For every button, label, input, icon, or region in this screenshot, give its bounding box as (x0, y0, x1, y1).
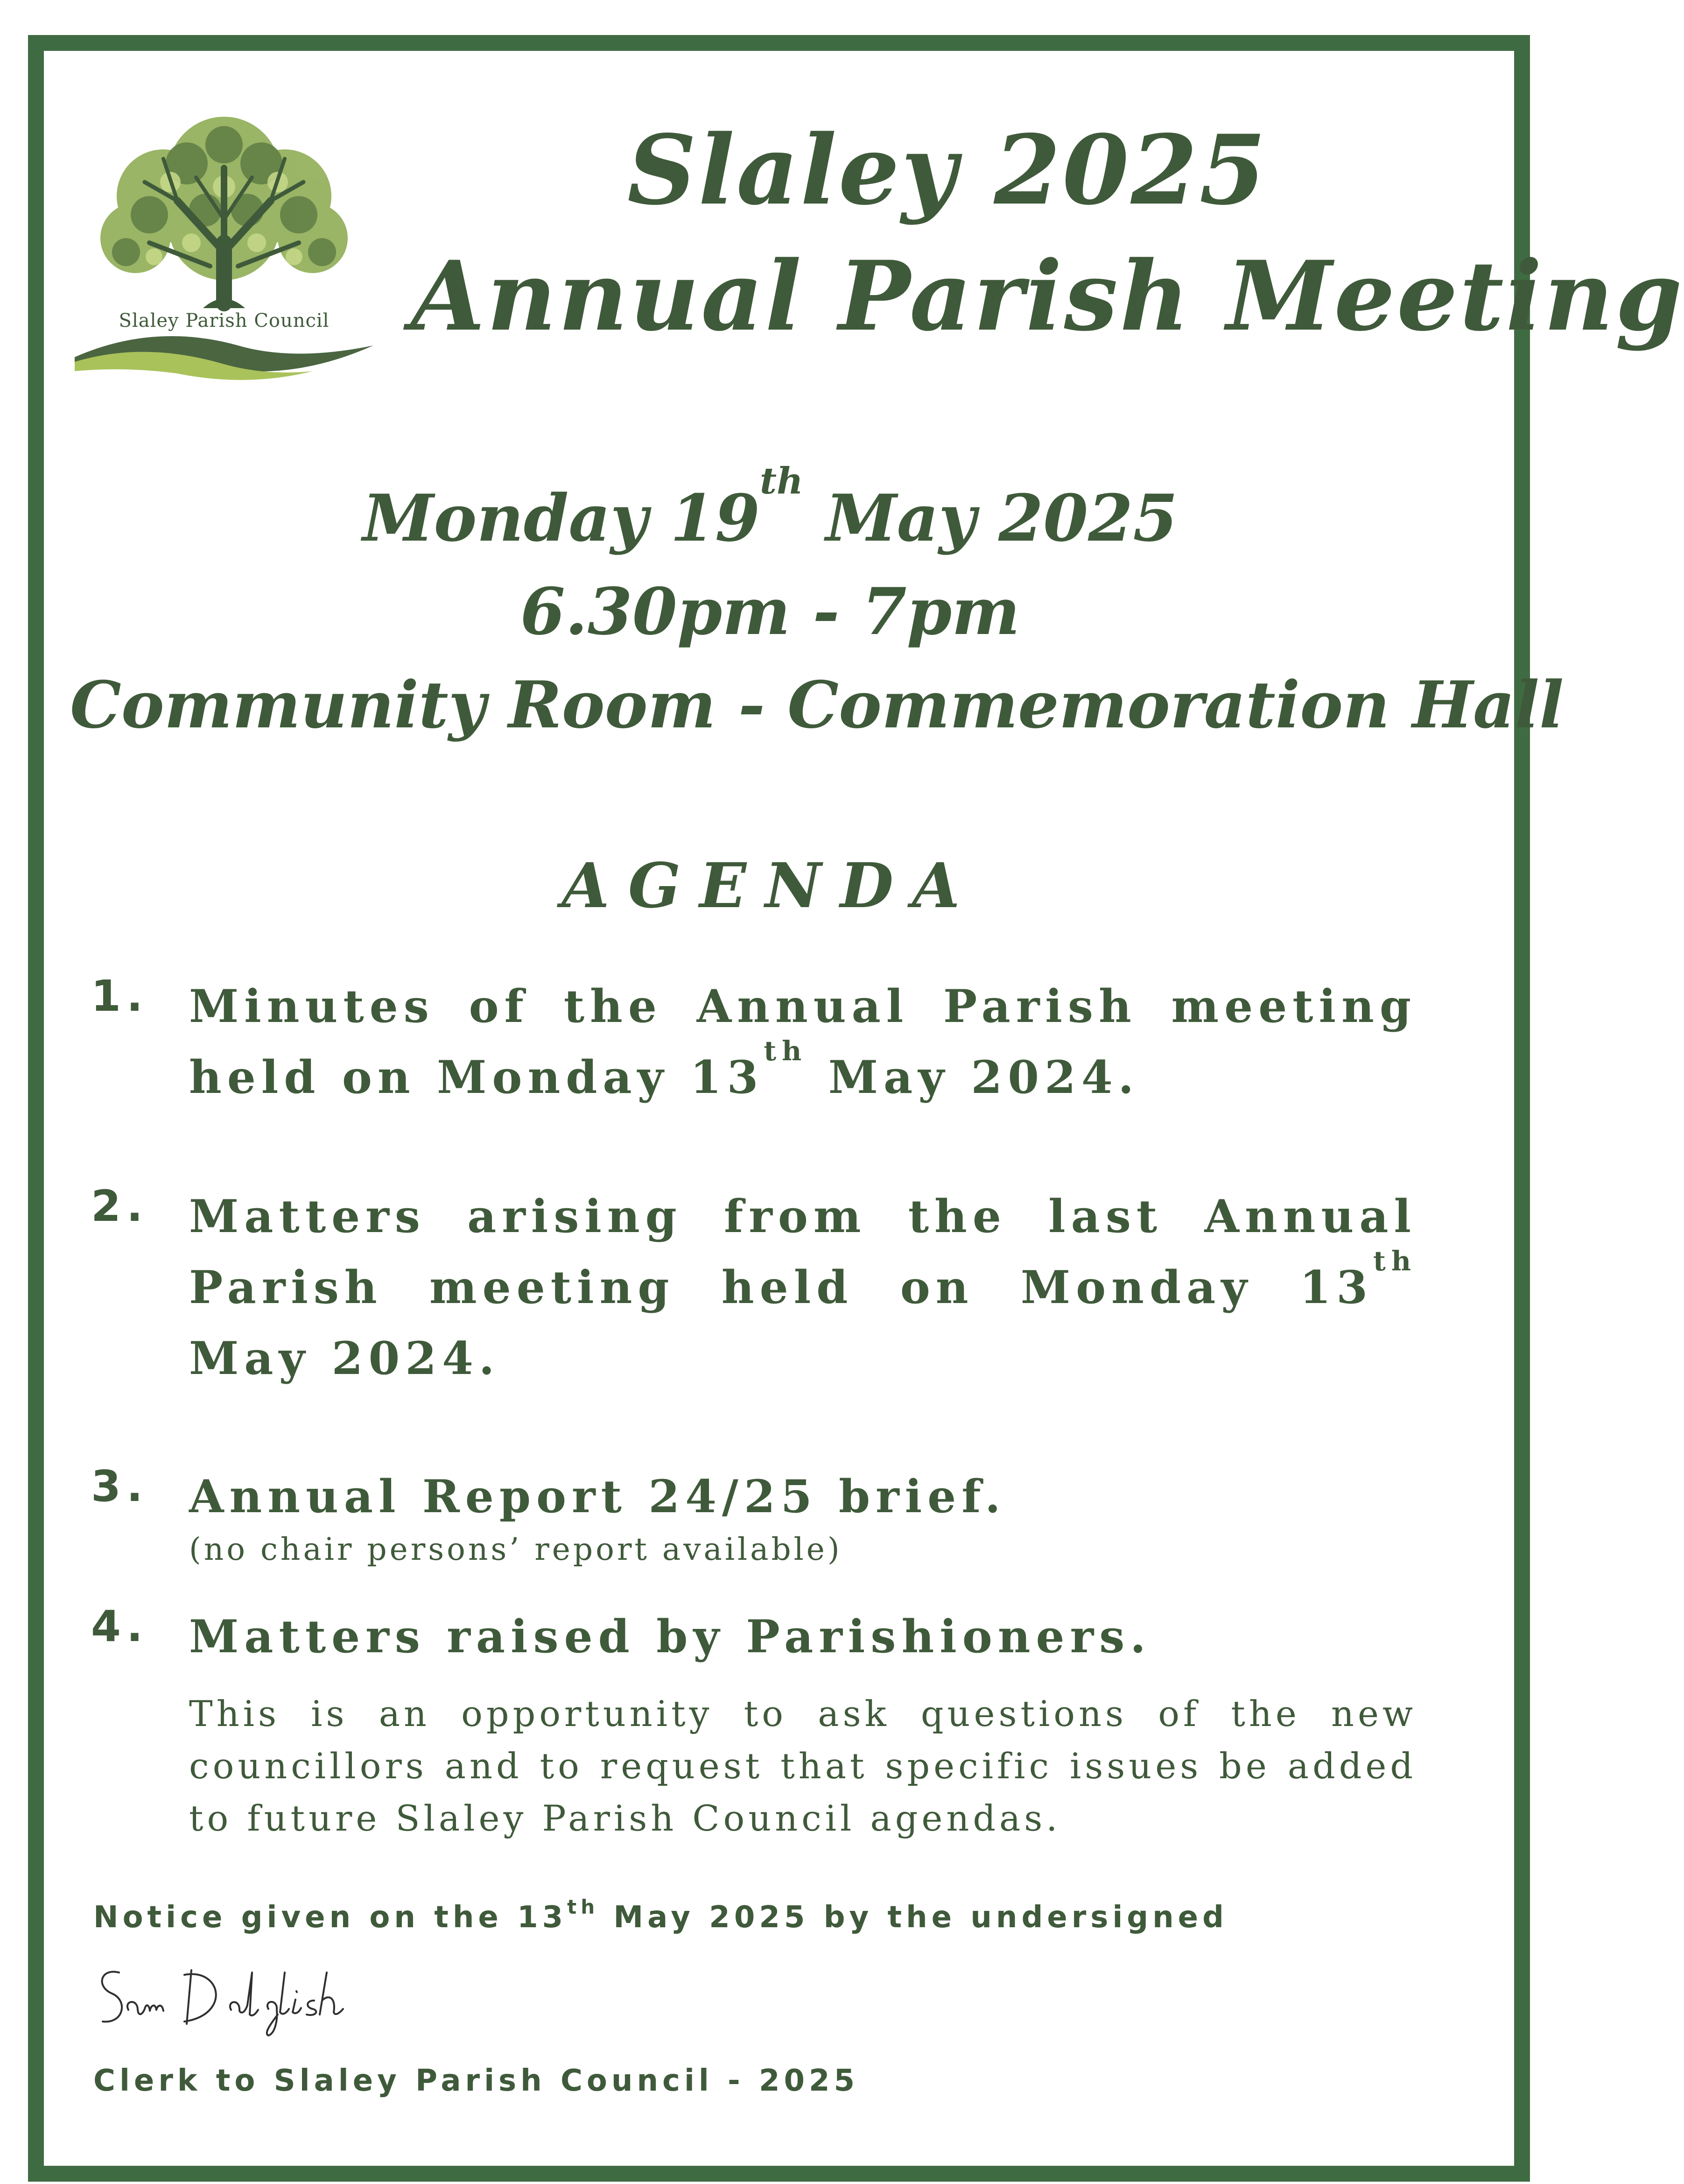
meeting-venue: Community Room - Commemoration Hall (70, 667, 1564, 743)
agenda-heading: AGENDA (561, 850, 979, 922)
agenda-item-1 (91, 971, 1426, 1120)
notice-line (93, 1895, 1228, 1935)
agenda-item-text: Annual Report 24/25 brief. (189, 1470, 1006, 1523)
agenda-item-text: Matters raised by Parishioners. (189, 1610, 1151, 1663)
page-title-line-1: Slaley 2025 (627, 114, 1268, 226)
agenda-item-text (189, 971, 1417, 1113)
clerk-signature (91, 1954, 390, 2043)
meeting-date (70, 460, 1470, 565)
clerk-line: Clerk to Slaley Parish Council - 2025 (93, 2064, 859, 2098)
agenda-item-text-part: Minutes of the Annual Parish meeting held on Monday 13 (189, 980, 1417, 1104)
meeting-time: 6.30pm - 7pm (520, 573, 1020, 649)
agenda-item-number: 1. (91, 971, 148, 1021)
notice-ordinal: th (567, 1895, 599, 1918)
agenda-item-3 (91, 1461, 1426, 1567)
meeting-date-ordinal: th (760, 460, 803, 502)
agenda-item-number: 4. (91, 1601, 148, 1651)
agenda-item-text-part: May 2024. (807, 1051, 1140, 1104)
agenda-item-text-part: May 2024. (189, 1332, 500, 1385)
agenda-item-ordinal: th (764, 1035, 807, 1067)
meeting-date-rest: May 2025 (803, 480, 1178, 556)
agenda-item-body: This is an opportunity to ask questions of the new councillors and to request that specific issues be added to future Slaley Parish Council agendas. (189, 1693, 1417, 1839)
agenda-item-2 (91, 1181, 1426, 1401)
agenda-item-number: 2. (91, 1181, 148, 1231)
notice-text-part: Notice given on the 13 (93, 1900, 568, 1935)
signature-icon (91, 1954, 390, 2043)
parish-council-logo (70, 103, 378, 383)
page-title-line-2: Annual Parish Meeting (411, 240, 1684, 352)
agenda-item-note: (no chair persons’ report available) (189, 1531, 842, 1567)
meeting-date-day: Monday 19 (362, 480, 760, 556)
meeting-details (70, 460, 1564, 752)
title-block (411, 107, 1684, 359)
oak-tree-icon (70, 103, 378, 383)
agenda-item-ordinal: th (1373, 1245, 1417, 1277)
notice-text-part: May 2025 by the undersigned (599, 1900, 1228, 1935)
logo-text: Slaley Parish Council (119, 310, 330, 331)
agenda-item-text-part: Matters arising from the last Annual Parish meeting held on Monday 13 (189, 1190, 1417, 1314)
agenda-item-4 (91, 1601, 1426, 1863)
agenda-item-number: 3. (91, 1461, 148, 1511)
agenda-item-text (189, 1181, 1417, 1394)
